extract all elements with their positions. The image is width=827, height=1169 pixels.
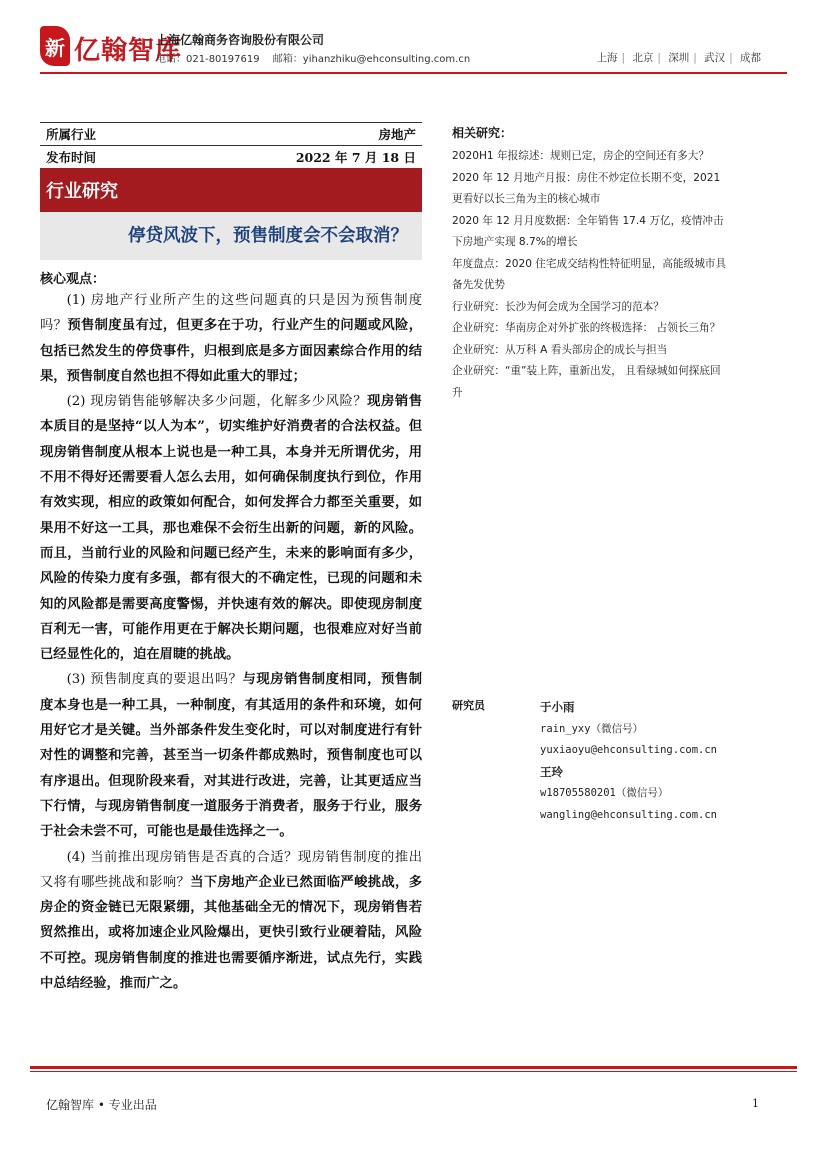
city-item: 上海 [596, 52, 618, 64]
analyst-block [540, 697, 717, 827]
related-item[interactable]: 2020 年 12 月地产月报：房住不炒定位长期不变，2021 更看好以长三角为主的核心城市 [452, 171, 721, 205]
analyst-email[interactable]: yuxiaoyu@ehconsulting.com.cn [540, 744, 718, 757]
analyst-wechat: rain_yxy（微信号） [540, 722, 644, 735]
industry-label: 所属行业 [46, 127, 97, 142]
core-paragraph [40, 845, 422, 997]
footer-divider-thin [30, 1071, 797, 1072]
core-heading: 核心观点： [40, 272, 106, 287]
question-text: (1) 房地产行业所产生的这些问题真的只是因为预售制度吗？ [40, 293, 422, 334]
header-divider [40, 72, 787, 74]
related-item[interactable]: 企业研究：从万科 A 看头部房企的成长与担当 [452, 343, 668, 356]
analyst-label: 研究员 [452, 699, 485, 712]
related-heading: 相关研究： [452, 126, 513, 140]
meta-date-row [40, 145, 422, 167]
related-item[interactable]: 企业研究：华南房企对外扩张的终极选择： 占领长三角？ [452, 322, 721, 334]
analyst-name: 于小雨 [540, 700, 575, 714]
city-list: 上海 | 北京 | 深圳 | 武汉 | 成都 [596, 52, 761, 64]
meta-industry-row [40, 123, 422, 145]
related-item[interactable]: 行业研究：长沙为何会成为全国学习的范本？ [452, 300, 664, 313]
company-name: 上海亿翰商务咨询股份有限公司 [156, 33, 325, 47]
core-paragraph [40, 389, 422, 667]
city-item: 深圳 [668, 52, 690, 64]
related-item[interactable]: 2020H1 年报综述：规则已定，房企的空间还有多大？ [452, 150, 709, 162]
page-number: 1 [752, 1097, 759, 1110]
related-list [452, 146, 730, 404]
city-item: 武汉 [704, 52, 726, 64]
section-label: 行业研究 [46, 181, 118, 202]
core-body [40, 288, 422, 996]
answer-text: 与现房销售制度相同，预售制度本身也是一种工具，一种制度，有其适用的条件和环境，如何用好它才是关键。当外部条件发生变化时，可以对制度进行有针对性的调整和完善，甚至当一切条件都成熟时，预售制度也可以有序退出。但现阶段来看，对其进行改进，完善，让其更适应当下行情，与现房销售制度一道服务于消费者，服务于行业，服务于社会未尝不可，可能也是最佳选择之一。 [40, 672, 422, 840]
brand-name: 亿翰智库 [74, 36, 183, 66]
related-item[interactable]: 企业研究：“重”装上阵，重新出发， 且看绿城如何探底回升 [452, 365, 721, 399]
date-value: 2022 年 7 月 18 日 [295, 149, 416, 165]
footer-divider [30, 1066, 797, 1069]
related-item[interactable]: 2020 年 12 月月度数据：全年销售 17.4 万亿，疫情冲击下房地产实现 8.7%的增长 [452, 214, 724, 248]
email-text: 邮箱：yihanzhiku@ehconsulting.com.cn [272, 54, 471, 65]
city-item: 北京 [632, 52, 654, 64]
contact-info [156, 50, 480, 65]
question-text: (3) 预售制度真的要退出吗？ [66, 672, 243, 688]
answer-text: 预售制度虽有过，但更多在于功，行业产生的问题或风险，包括已然发生的停贷事件，归根到底是多方面因素综合作用的结果，预售制度自然也担不得如此重大的罪过； [40, 318, 423, 384]
core-paragraph [40, 667, 422, 844]
question-text: (4) 当前推出现房销售是否真的合适？现房销售制度的推出又将有哪些挑战和影响？ [40, 849, 422, 890]
analyst-name: 王玲 [540, 764, 563, 779]
footer-text: 亿翰智库 • 专业出品 [46, 1098, 157, 1112]
phone-text: 电话：021-80197619 [156, 54, 260, 65]
core-paragraph [40, 288, 422, 389]
analyst-wechat: w18705580201（微信号） [540, 787, 669, 800]
industry-value: 房地产 [378, 127, 416, 142]
logo-icon: 新 [40, 26, 70, 66]
related-item[interactable]: 年度盘点：2020 住宅成交结构性特征明显，高能级城市具备先发优势 [452, 257, 726, 291]
report-title: 停贷风波下，预售制度会不会取消？ [128, 226, 408, 246]
answer-text: 当下房地产企业已然面临严峻挑战，多房企的资金链已无限紧绷，其他基础全无的情况下，现房销售若贸然推出，或将加速企业风险爆出，更快引致行业硬着陆，风险不可控。现房销售制度的推进也需要循序渐进，试点先行，实践中总结经验，推而广之。 [40, 874, 423, 992]
date-label: 发布时间 [46, 149, 97, 165]
question-text: (2) 现房销售能够解决多少问题，化解多少风险？ [66, 394, 368, 410]
city-item: 成都 [740, 52, 761, 64]
answer-text: 现房销售本质目的是坚持“以人为本”，切实维护好消费者的合法权益。但现房销售制度从根本上说也是一种工具，本身并无所谓优劣，用不用不得好还需要看人怎么去用，如何确保制度执行到位，作用有效实现，相应的政策如何配合，如何发挥合力都至关重要，如果用不好这一工具，那也难保不会衍生出新的问题，新的风险。而且，当前行业的风险和问题已经产生，未来的影响面有多少，风险的传染力度有多强，都有很大的不确定性，已现的问题和未知的风险都是需要高度警惕，并快速有效的解决。即使现房制度百利无一害，可能作用更在于解决长期问题，也很难应对好当前已经显性化的，迫在眉睫的挑战。 [40, 394, 423, 663]
analyst-email[interactable]: wangling@ehconsulting.com.cn [540, 808, 718, 821]
